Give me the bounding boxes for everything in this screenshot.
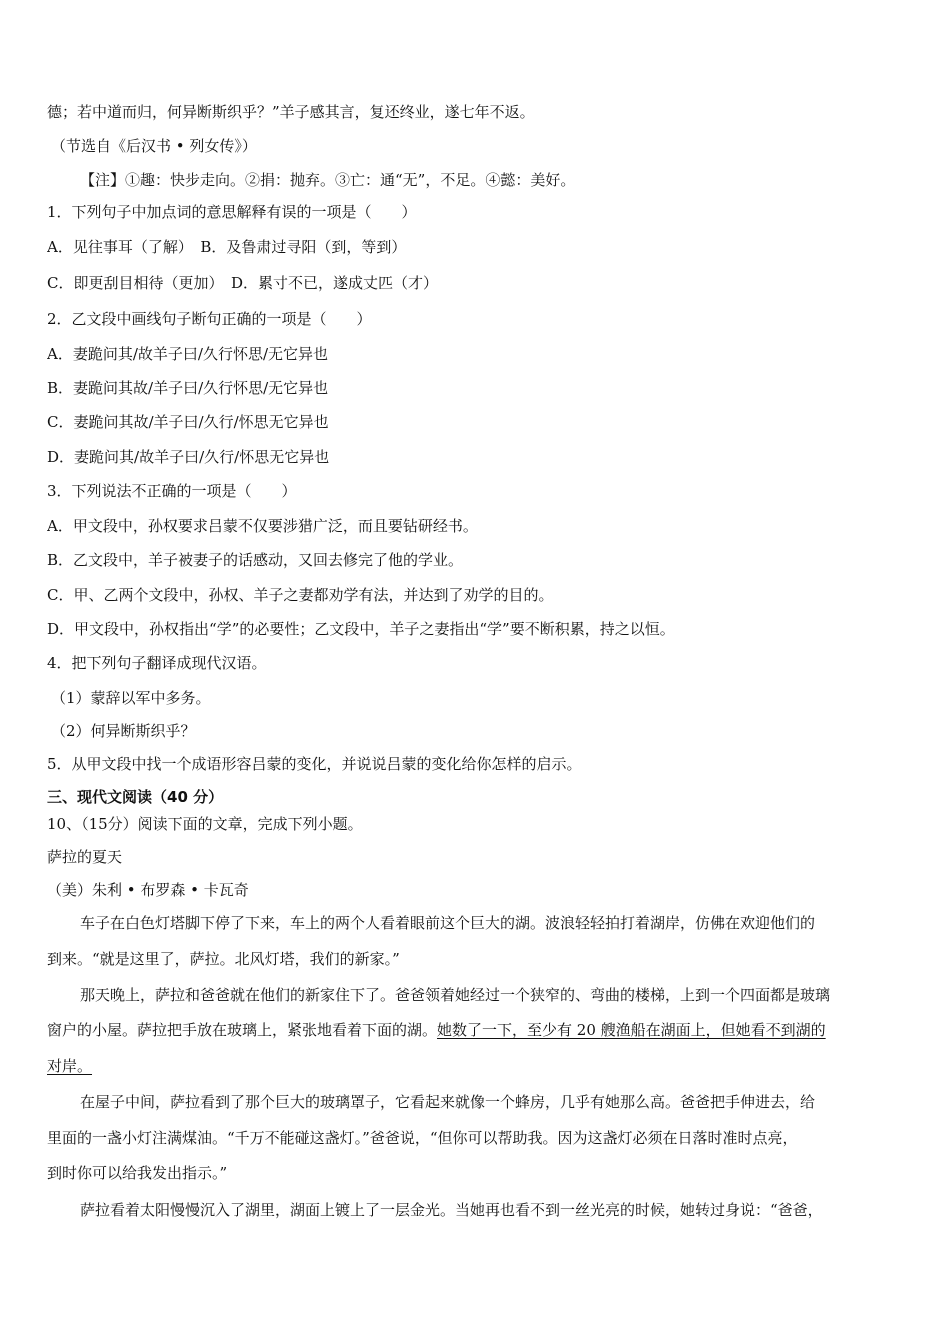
paragraph-1-line-2: 到来。“就是这里了，萨拉。北风灯塔，我们的新家。”	[47, 950, 400, 968]
passage-a-notes: 【注】①趣：快步走向。②捐：抛弃。③亡：通“无”，不足。④懿：美好。	[80, 171, 576, 189]
q3-stem: 3．下列说法不正确的一项是（ ）	[47, 482, 297, 500]
q1-stem: 1．下列句子中加点词的意思解释有误的一项是（ ）	[47, 203, 417, 221]
paragraph-1-line-1: 车子在白色灯塔脚下停了下来，车上的两个人看着眼前这个巨大的湖。波浪轻轻拍打着湖岸，仿佛在欢迎他们的	[80, 914, 816, 932]
q4-sentence-1: （1）蒙辞以军中多务。	[51, 689, 211, 707]
paragraph-2-plain-text: 窗户的小屋。萨拉把手放在玻璃上，紧张地看着下面的湖。	[47, 1021, 438, 1039]
q3-option-b: B．乙文段中，羊子被妻子的话感动，又回去修完了他的学业。	[47, 551, 464, 569]
underlined-sentence-part-1: 她数了一下，至少有 20 艘渔船在湖面上，但她看不到湖的	[437, 1021, 826, 1039]
q1-options-ab: A．见往事耳（了解） B．及鲁肃过寻阳（到，等到）	[47, 238, 407, 256]
q4-stem: 4．把下列句子翻译成现代汉语。	[47, 654, 267, 672]
passage-a-source: （节选自《后汉书 • 列女传》）	[51, 137, 257, 155]
q4-sentence-2: （2）何异断斯织乎？	[51, 722, 196, 740]
q2-option-c: C．妻跪问其故/羊子曰/久行/怀思无它异也	[47, 413, 329, 431]
q3-option-c: C．甲、乙两个文段中，孙权、羊子之妻都劝学有法，并达到了劝学的目的。	[47, 586, 554, 604]
paragraph-2-line-3	[47, 1056, 907, 1076]
q2-option-a: A．妻跪问其/故羊子曰/久行怀思/无它异也	[47, 345, 328, 363]
underlined-sentence-part-2: 对岸。	[47, 1057, 93, 1075]
q3-option-d: D．甲文段中，孙权指出“学”的必要性；乙文段中，羊子之妻指出“学”要不断积累，持之以恒。	[47, 620, 675, 638]
paragraph-2-line-2	[47, 1020, 907, 1040]
paragraph-2-line-1: 那天晚上，萨拉和爸爸就在他们的新家住下了。爸爸领着她经过一个狭窄的、弯曲的楼梯，上到一个四面都是玻璃	[80, 986, 831, 1004]
paragraph-3-line-2: 里面的一盏小灯注满煤油。“千万不能碰这盏灯。”爸爸说，“但你可以帮助我。因为这盏灯必须在日落时准时点亮，	[47, 1129, 798, 1147]
q5-stem: 5．从甲文段中找一个成语形容吕蒙的变化，并说说吕蒙的变化给你怎样的启示。	[47, 755, 582, 773]
paragraph-4-line-1: 萨拉看着太阳慢慢沉入了湖里，湖面上镀上了一层金光。当她再也看不到一丝光亮的时候，她转过身说：“爸爸，	[80, 1201, 823, 1219]
passage-a-line-1: 德；若中道而归，何异断斯织乎？”羊子感其言，复还终业，遂七年不返。	[47, 103, 535, 121]
q10-instruction: 10、（15分）阅读下面的文章，完成下列小题。	[47, 815, 363, 833]
article-author: （美）朱利 • 布罗森 • 卡瓦奇	[47, 881, 249, 899]
paragraph-3-line-1: 在屋子中间，萨拉看到了那个巨大的玻璃罩子，它看起来就像一个蜂房，几乎有她那么高。爸爸把手伸进去，给	[80, 1093, 816, 1111]
q1-options-cd: C．即更刮目相待（更加） D．累寸不已，遂成丈匹（才）	[47, 274, 439, 292]
q2-option-d: D．妻跪问其/故羊子曰/久行/怀思无它异也	[47, 448, 330, 466]
article-title: 萨拉的夏天	[47, 848, 123, 866]
q3-option-a: A．甲文段中，孙权要求吕蒙不仅要涉猎广泛，而且要钻研经书。	[47, 517, 478, 535]
q2-stem: 2．乙文段中画线句子断句正确的一项是（ ）	[47, 310, 372, 328]
q2-option-b: B．妻跪问其故/羊子曰/久行怀思/无它异也	[47, 379, 329, 397]
section-3-heading: 三、现代文阅读（40 分）	[47, 788, 224, 806]
paragraph-3-line-3: 到时你可以给我发出指示。”	[47, 1164, 228, 1182]
